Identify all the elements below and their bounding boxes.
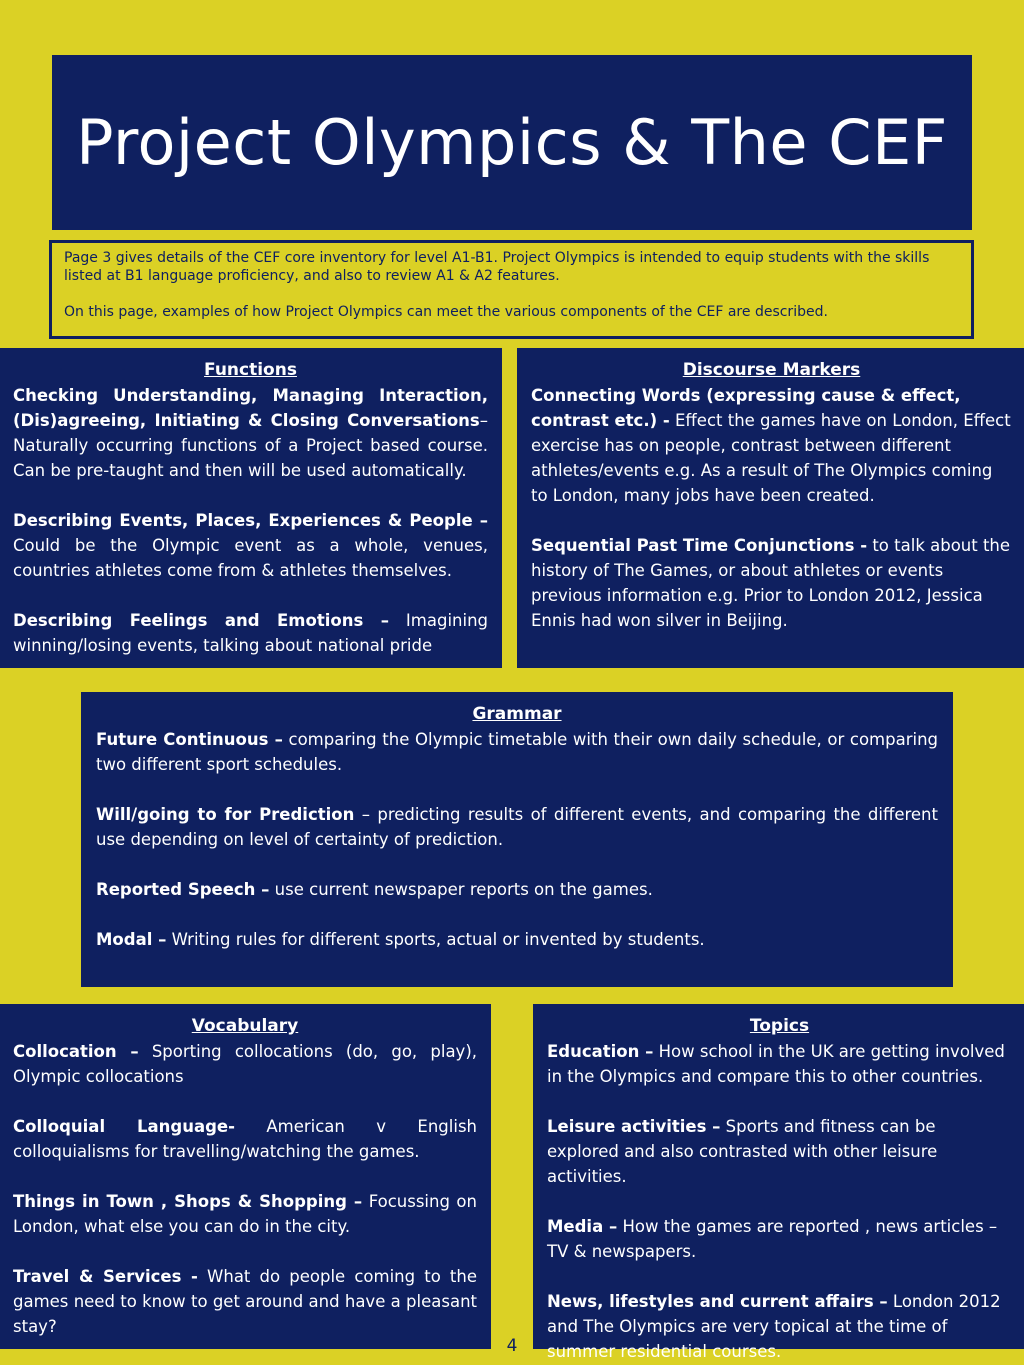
topics-item [547, 1114, 1012, 1189]
functions-list [13, 383, 488, 658]
discourse-item-title: Sequential Past Time Conjunctions - [531, 536, 868, 555]
functions-item-text: Could be the Olympic event as a whole, venues, countries athletes come from & athletes themselves. [13, 536, 488, 580]
functions-item [13, 608, 488, 658]
functions-item [13, 383, 488, 483]
topics-item-text: How the games are reported , news articles – TV & newspapers. [547, 1217, 998, 1261]
vocabulary-item-text: American v English colloquialisms for travelling/watching the games. [13, 1117, 477, 1161]
grammar-item-text: – predicting results of different events, and comparing the different use depending on level of certainty of prediction. [96, 805, 938, 849]
grammar-item-text: Writing rules for different sports, actual or invented by students. [166, 930, 705, 949]
title-banner [52, 55, 972, 230]
discourse-item-text: Effect the games have on London, Effect exercise has on people, contrast between different athletes/events e.g. As a result of The Olympics coming to London, many jobs have been created. [531, 411, 1011, 505]
discourse-list [531, 383, 1012, 633]
vocabulary-panel [0, 1004, 491, 1349]
vocabulary-item [13, 1189, 477, 1239]
grammar-panel [81, 692, 953, 987]
grammar-item-text: use current newspaper reports on the games. [269, 880, 653, 899]
topics-item-text: Sports and fitness can be explored and also contrasted with other leisure activities. [547, 1117, 938, 1186]
grammar-item [96, 802, 938, 852]
grammar-list [96, 727, 938, 952]
vocabulary-item-title: Things in Town , Shops & Shopping – [13, 1192, 363, 1211]
topics-heading: Topics [749, 1016, 810, 1036]
vocabulary-item [13, 1114, 477, 1164]
intro-paragraph-1: Page 3 gives details of the CEF core inventory for level A1-B1. Project Olympics is intended to equip students with the skills listed at B1 language proficiency, and also to review A1 & A2 features. [64, 250, 930, 284]
grammar-item [96, 877, 938, 902]
vocabulary-item-text: Focussing on London, what else you can do in the city. [13, 1192, 477, 1236]
topics-item [547, 1039, 1012, 1089]
vocabulary-heading: Vocabulary [191, 1016, 299, 1036]
grammar-item [96, 727, 938, 777]
topics-item-text: London 2012 and The Olympics are very topical at the time of summer residential courses. [547, 1292, 1001, 1361]
topics-item [547, 1289, 1012, 1364]
topics-item-title: Leisure activities – [547, 1117, 721, 1136]
functions-item-title: Describing Events, Places, Experiences & People – [13, 511, 488, 530]
vocabulary-item-title: Travel & Services - [13, 1267, 198, 1286]
grammar-heading: Grammar [472, 704, 562, 724]
grammar-item-text: comparing the Olympic timetable with their own daily schedule, or comparing two different sport schedules. [96, 730, 938, 774]
functions-item-text: Imagining winning/losing events, talking about national pride [13, 611, 488, 655]
functions-item-text: – Naturally occurring functions of a Project based course. Can be pre-taught and then will be used automatically. [13, 411, 488, 480]
vocabulary-item [13, 1264, 477, 1339]
discourse-item [531, 533, 1012, 633]
discourse-heading: Discourse Markers [682, 360, 861, 380]
vocabulary-item-text: Sporting collocations (do, go, play), Olympic collocations [13, 1042, 477, 1086]
vocabulary-list [13, 1039, 477, 1339]
topics-item-title: Education – [547, 1042, 654, 1061]
intro-box [49, 240, 974, 339]
vocabulary-item-title: Colloquial Language- [13, 1117, 235, 1136]
functions-heading: Functions [204, 360, 297, 380]
vocabulary-item [13, 1039, 477, 1089]
page-title: Project Olympics & The CEF [76, 106, 948, 179]
functions-item-title: Describing Feelings and Emotions – [13, 611, 389, 630]
grammar-item-title: Will/going to for Prediction [96, 805, 355, 824]
grammar-item-title: Reported Speech – [96, 880, 270, 899]
grammar-item-title: Modal – [96, 930, 167, 949]
topics-item-title: Media – [547, 1217, 618, 1236]
topics-item [547, 1214, 1012, 1264]
grammar-item-title: Future Continuous – [96, 730, 283, 749]
grammar-item [96, 927, 938, 952]
discourse-markers-panel [517, 348, 1024, 668]
topics-list [547, 1039, 1012, 1364]
topics-panel [533, 1004, 1024, 1361]
vocabulary-item-text: What do people coming to the games need to know to get around and have a pleasant stay? [13, 1267, 478, 1336]
topics-item-title: News, lifestyles and current affairs – [547, 1292, 888, 1311]
discourse-item [531, 383, 1012, 508]
topics-item-text: How school in the UK are getting involved in the Olympics and compare this to other countries. [547, 1042, 1005, 1086]
intro-paragraph-2: On this page, examples of how Project Olympics can meet the various components of the CEF are described. [64, 304, 828, 320]
functions-panel [0, 348, 502, 668]
vocabulary-item-title: Collocation – [13, 1042, 139, 1061]
functions-item [13, 508, 488, 583]
page-number: 4 [506, 1336, 518, 1356]
discourse-item-title: Connecting Words (expressing cause & effect, contrast etc.) - [531, 386, 961, 430]
discourse-item-text: to talk about the history of The Games, or about athletes or events previous information e.g. Prior to London 2012, Jessica Ennis had won silver in Beijing. [531, 536, 1011, 630]
functions-item-title: Checking Understanding, Managing Interaction, (Dis)agreeing, Initiating & Closing Conversations [13, 386, 488, 430]
